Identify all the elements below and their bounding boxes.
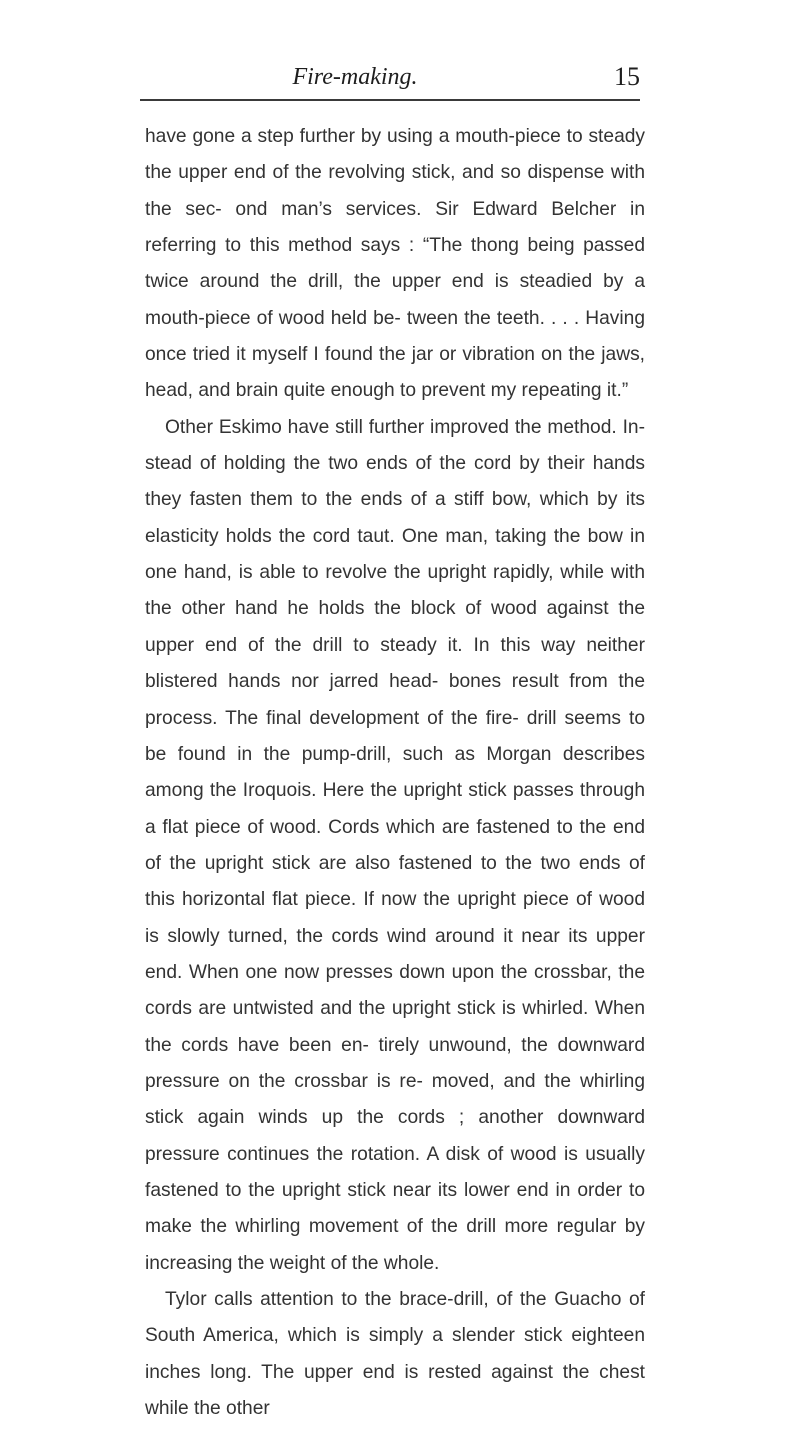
header-rule bbox=[140, 99, 640, 101]
running-head-title: Fire-making. bbox=[292, 64, 418, 90]
body-text bbox=[145, 119, 645, 1427]
paragraph-eskimo-bow-drill: Other Eskimo have still further improved the method. In- stead of holding the two ends of the cord by their hands they fasten them to the ends of a stiff bow, which by its elasticity holds the cord taut. One man, taking the bow in one hand, is able to revolve the upright rapidly, while with the other hand he holds the block of wood against the upper end of the drill to steady it. In this way neither blistered hands nor jarred head- bones result from the process. The final development of the fire- drill seems to be found in the pump-drill, such as Morgan describes among the Iroquois. Here the upright stick passes through a flat piece of wood. Cords which are fastened to the end of the upright stick are also fastened to the two ends of this horizontal flat piece. If now the upright piece of wood is slowly turned, the cords wind around it near its upper end. When one now presses down upon the crossbar, the cords are untwisted and the upright stick is whirled. When the cords have been en- tirely unwound, the downward pressure on the crossbar is re- moved, and the whirling stick again winds up the cords ; another downward pressure continues the rotation. A disk of wood is usually fastened to the upright stick near its lower end in order to make the whirling movement of the drill more regular by increasing the weight of the whole. bbox=[145, 416, 645, 1274]
paragraph-continuation: have gone a step further by using a mouth-piece to steady the upper end of the revolving stick, and so dispense with the sec- ond man’s services. Sir Edward Belcher in referring to this method says : “The thong being passed twice around the drill, the upper end is steadied by a mouth-piece of wood held be- tween the teeth. . . . Having once tried it myself I found the jar or vibration on the jaws, head, and brain quite enough to prevent my repeating it.” bbox=[145, 126, 645, 402]
running-head bbox=[140, 62, 640, 102]
paragraph-brace-drill: Tylor calls attention to the brace-drill, of the Guacho of South America, which is simply a slender stick eighteen inches long. The upper end is rested against the chest while the other bbox=[145, 1289, 645, 1420]
page-number: 15 bbox=[614, 62, 640, 91]
